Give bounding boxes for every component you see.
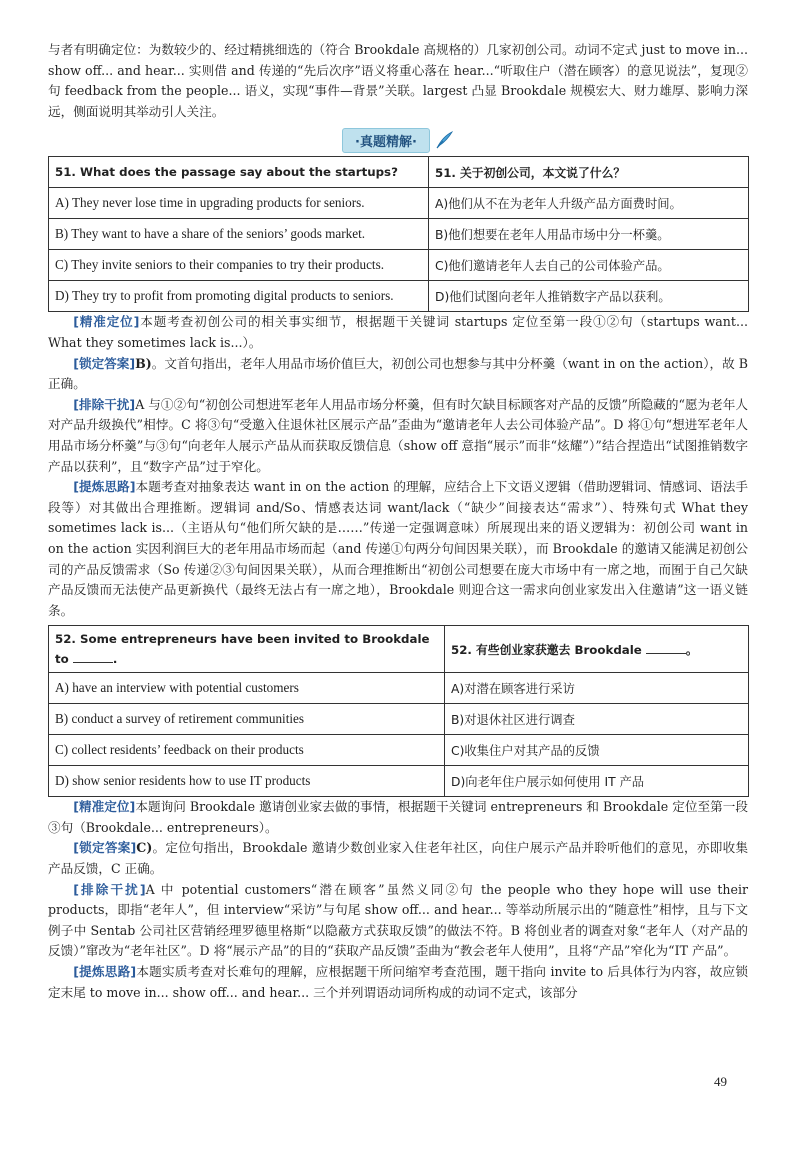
- q52-answer-text: 。定位句指出，Brookdale 邀请少数创业家入住老年社区，向住户展示产品并聆听他们的意见，亦即收集产品反馈，C 正确。: [48, 840, 748, 877]
- q51-option-d-en: D) They try to profit from promoting digital products to seniors.: [49, 281, 429, 312]
- q51-location-tag: [精准定位]: [73, 314, 140, 330]
- section-banner-wrap: [48, 128, 748, 150]
- section-banner: [342, 128, 430, 153]
- q51-option-d-zh: D)他们试图向老年人推销数字产品以获利。: [429, 281, 749, 312]
- q52-option-d-zh: D)向老年住户展示如何使用 IT 产品: [445, 766, 749, 797]
- q51-distractors: [48, 395, 748, 477]
- q52-answer-tag: [锁定答案]: [73, 840, 137, 856]
- q52-location-tag: [精准定位]: [73, 799, 136, 815]
- q51-option-c-en: C) They invite seniors to their companies to try their products.: [49, 250, 429, 281]
- q51-option-row: [49, 188, 749, 219]
- q52-option-d-en: D) show senior residents how to use IT products: [49, 766, 445, 797]
- q52-option-row: [49, 704, 749, 735]
- q52-stem-zh-end: 。: [685, 642, 698, 657]
- q51-distractors-text: A 与①②句“初创公司想进军老年人用品市场分杯羹，但有时欠缺目标顾客对产品的反馈”所隐藏的“愿为老年人对产品升级换代”相悖。C 将③句“受邀入住退休社区展示产品”歪曲为“邀请老年人去公司体验产品”。D 将①句“想进军老年人用品市场分杯羹”与③句“向老年人展示产品从而获取反馈信息（show off 意指“展示”而非“炫耀”）”结合捏造出“试图推销数字产品以获利”，且“数字产品”过于窄化。: [48, 396, 748, 474]
- q52-option-c-en: C) collect residents’ feedback on their products: [49, 735, 445, 766]
- q51-option-b-zh: B)他们想要在老年人用品市场中分一杯羹。: [429, 219, 749, 250]
- q51-table: [48, 156, 749, 312]
- q51-tips-tag: [提炼思路]: [73, 479, 136, 495]
- q51-distractors-tag: [排除干扰]: [73, 396, 136, 412]
- q51-answer-tag: [锁定答案]: [73, 355, 136, 371]
- q52-option-c-zh: C)收集住户对其产品的反馈: [445, 735, 749, 766]
- page-content: [48, 40, 748, 1003]
- q51-option-a-zh: A)他们从不在为老年人升级产品方面费时间。: [429, 188, 749, 219]
- q51-stem-en: 51. What does the passage say about the startups?: [49, 157, 429, 188]
- quill-icon: [434, 130, 454, 154]
- q52-location: [48, 797, 748, 838]
- q51-option-a-en: A) They never lose time in upgrading products for seniors.: [49, 188, 429, 219]
- q52-option-b-zh: B)对退休社区进行调查: [445, 704, 749, 735]
- answer-blank: [73, 652, 113, 663]
- q52-distractors-text: A 中 potential customers“潜在顾客”虽然义同②句 the people who they hope will use their products，即指“老年人”，但 interview“采访”与句尾 show off... and hear... 等举动所展示出的“随意性”相悖，且与下文例子中 Sentab 公司社区营销经理罗德里格斯“以隐蔽方式获取反馈”的做法不符。B 将创业者的调查对象“老年人（对产品的反馈）”窜改为“老年社区”。D 将“展示产品”的目的“获取产品反馈”歪曲为“教会老年人使用”，且将“产品”窄化为“IT 产品”。: [48, 881, 748, 959]
- q52-distractors-tag: [排除干扰]: [73, 881, 146, 897]
- q51-location-text: 本题考查初创公司的相关事实细节，根据题干关键词 startups 定位至第一段①②句（startups want... What they sometimes lack is...）。: [48, 314, 748, 350]
- q51-option-b-en: B) They want to have a share of the seniors’ goods market.: [49, 219, 429, 250]
- q52-answer: [48, 838, 748, 879]
- q51-tips: [48, 477, 748, 621]
- q52-tips-tag: [提炼思路]: [73, 964, 137, 980]
- q52-option-row: [49, 673, 749, 704]
- q51-option-row: [49, 281, 749, 312]
- intro-paragraph: 与者有明确定位：为数较少的、经过精挑细选的（符合 Brookdale 高规格的）几家初创公司。动词不定式 just to move in... show off... and hear... 实则借 and 传递的“先后次序”语义将重心落在 hear...“听取住户（潜在顾客）的意见说法”，复现②句 feedback from the people... 语义，实现“事件—背景”关联。largest 凸显 Brookdale 规模宏大、财力雄厚、影响力深远，侧面说明其举动引人关注。: [48, 42, 748, 119]
- q51-option-c-zh: C)他们邀请老年人去自己的公司体验产品。: [429, 250, 749, 281]
- q52-table: [48, 625, 749, 797]
- q51-answer-letter: B): [135, 355, 152, 371]
- q51-location: [48, 312, 748, 353]
- q52-option-b-en: B) conduct a survey of retirement communities: [49, 704, 445, 735]
- q52-stem-en-text: 52. Some entrepreneurs have been invited to Brookdale to: [55, 632, 430, 667]
- q52-stem-zh-text: 52. 有些创业家获邀去 Brookdale: [451, 642, 642, 657]
- q52-distractors: [48, 880, 748, 962]
- q51-tips-text: 本题考查对抽象表达 want in on the action 的理解，应结合上下文语义逻辑（借助逻辑词、情感词、语法手段等）对其做出合理推断。逻辑词 and/So、情感表达词 want/lack（“缺少”间接表达“需求”）、特殊句式 What they sometimes lack is...（主语从句“他们所欠缺的是……”传递一定强调意味）所展现出来的语义逻辑为：初创公司 want in on the action 实因利润巨大的老年用品市场而起（and 传递①句两分句间因果关联），而 Brookdale 的邀请又能满足初创公司的产品反馈需求（So 传递②③句间因果关联），从而合理推断出“初创公司想要在庞大市场中有一席之地，而囿于自己欠缺产品反馈而无法使产品更新换代（最终无法占有一席之地），Brookdale 则迎合这一需求向创业家发出入住邀请”这一语义链条。: [48, 479, 749, 618]
- q52-stem-row: [49, 626, 749, 673]
- q51-stem-zh: 51. 关于初创公司，本文说了什么？: [429, 157, 749, 188]
- q52-option-row: [49, 735, 749, 766]
- q52-option-a-en: A) have an interview with potential customers: [49, 673, 445, 704]
- q51-answer: [48, 354, 748, 395]
- answer-blank: [646, 643, 686, 654]
- q52-tips: [48, 962, 748, 1003]
- q51-option-row: [49, 219, 749, 250]
- q52-stem-en-end: .: [112, 652, 118, 667]
- section-banner-label: ·真题精解·: [355, 135, 417, 151]
- q52-stem-zh: [445, 626, 749, 673]
- q52-location-text: 本题询问 Brookdale 邀请创业家去做的事情，根据题干关键词 entrepreneurs 和 Brookdale 定位至第一段③句（Brookdale... entrepreneurs）。: [48, 799, 748, 835]
- q51-stem-row: [49, 157, 749, 188]
- q52-option-row: [49, 766, 749, 797]
- q51-answer-text: 。文首句指出，老年人用品市场价值巨大，初创公司也想参与其中分杯羹（want in on the action），故 B 正确。: [48, 355, 749, 392]
- page-number: 49: [714, 1074, 727, 1089]
- q52-answer-letter: C): [136, 840, 153, 856]
- q52-option-a-zh: A)对潜在顾客进行采访: [445, 673, 749, 704]
- q52-tips-text: 本题实质考查对长难句的理解，应根据题干所问缩窄考查范围，题干指向 invite to 后具体行为内容，故应锁定末尾 to move in... show off... and hear... 三个并列谓语动词所构成的动词不定式，该部分: [48, 964, 749, 1000]
- q52-stem-en: [49, 626, 445, 673]
- q51-option-row: [49, 250, 749, 281]
